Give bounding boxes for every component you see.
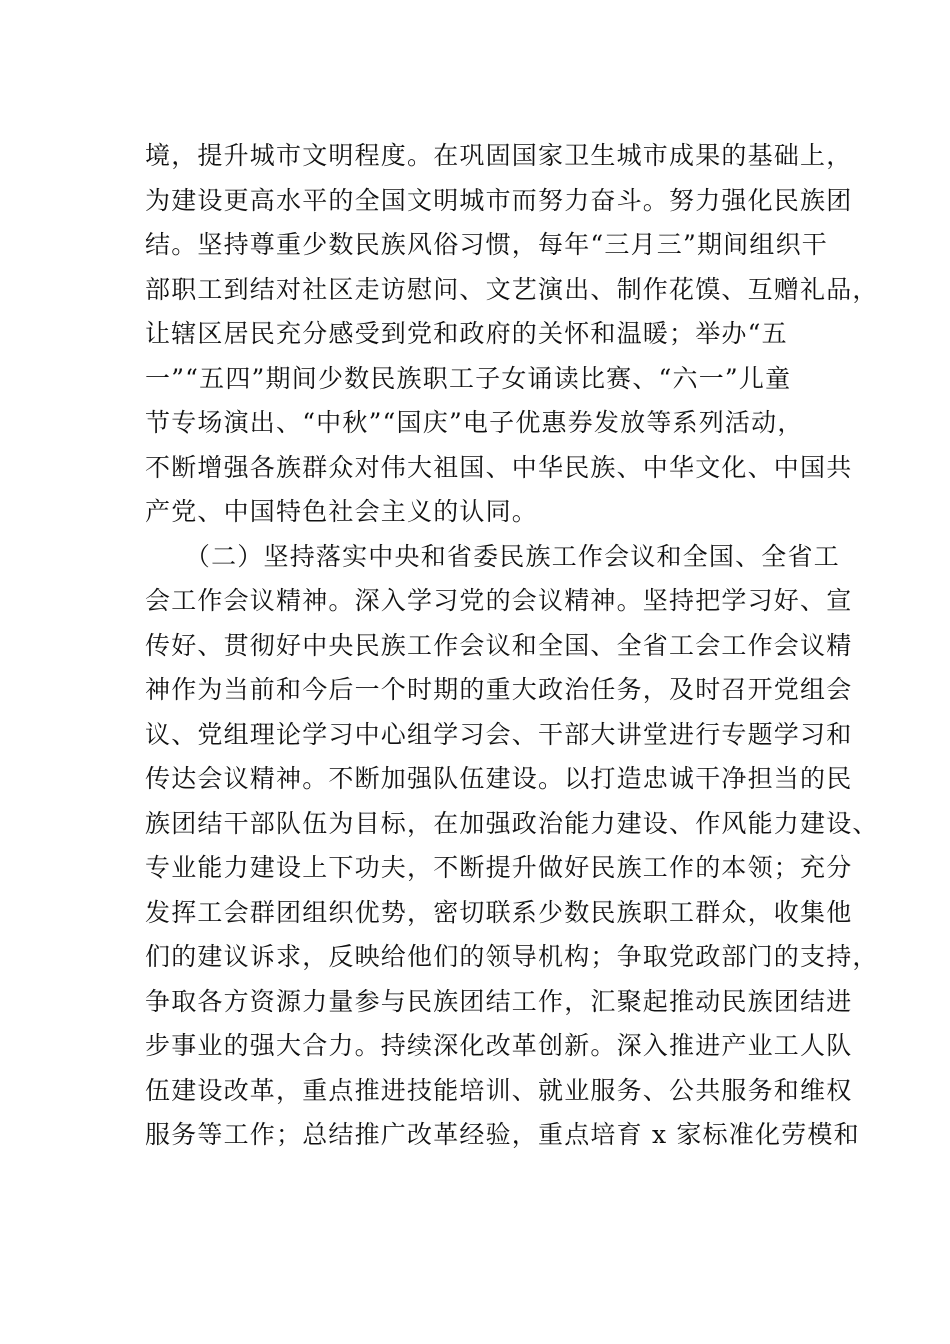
- text-line: 境，提升城市文明程度。在巩固国家卫生城市成果的基础上，: [145, 141, 853, 170]
- text-line: 族团结干部队伍为目标，在加强政治能力建设、作风能力建设、: [145, 808, 879, 838]
- section-heading-line: （二）坚持落实中央和省委民族工作会议和全国、全省工: [145, 541, 840, 571]
- text-line: 争取各方资源力量参与民族团结工作，汇聚起推动民族团结进: [145, 986, 853, 1016]
- text-line: 节专场演出、“中秋”“国庆”电子优惠券发放等系列活动，: [145, 408, 804, 437]
- text-line: 议、党组理论学习中心组学习会、干部大讲堂进行专题学习和: [145, 719, 853, 749]
- text-line: 结。坚持尊重少数民族风俗习惯，每年“三月三”期间组织干: [145, 230, 828, 259]
- text-line: 们的建议诉求，反映给他们的领导机构；争取党政部门的支持，: [145, 942, 879, 971]
- text-line: 发挥工会群团组织优势，密切联系少数民族职工群众，收集他: [145, 897, 853, 927]
- text-line: 服务等工作；总结推广改革经验，重点培育 x 家标准化劳模和: [145, 1120, 860, 1149]
- body-text: [145, 134, 879, 1158]
- text-line: 专业能力建设上下功夫，不断提升做好民族工作的本领；充分: [145, 853, 853, 882]
- text-line: 会工作会议精神。深入学习党的会议精神。坚持把学习好、宣: [145, 586, 853, 615]
- text-line: 让辖区居民充分感受到党和政府的关怀和温暖；举办“五: [145, 319, 788, 348]
- text-line: 为建设更高水平的全国文明城市而努力奋斗。努力强化民族团: [145, 185, 853, 215]
- text-line: 一”“五四”期间少数民族职工子女诵读比赛、“六一”儿童: [145, 363, 792, 393]
- text-line: 神作为当前和今后一个时期的重大政治任务，及时召开党组会: [145, 675, 853, 704]
- text-line: 不断增强各族群众对伟大祖国、中华民族、中华文化、中国共: [145, 452, 853, 482]
- text-line: 部职工到结对社区走访慰问、文艺演出、制作花馍、互赠礼品，: [145, 274, 879, 304]
- text-line: 传好、贯彻好中央民族工作会议和全国、全省工会工作会议精: [145, 630, 853, 660]
- text-line: 产党、中国特色社会主义的认同。: [145, 497, 539, 526]
- text-line: 步事业的强大合力。持续深化改革创新。深入推进产业工人队: [145, 1031, 853, 1060]
- text-line: 伍建设改革，重点推进技能培训、就业服务、公共服务和维权: [145, 1075, 853, 1105]
- text-line: 传达会议精神。不断加强队伍建设。以打造忠诚干净担当的民: [145, 764, 853, 793]
